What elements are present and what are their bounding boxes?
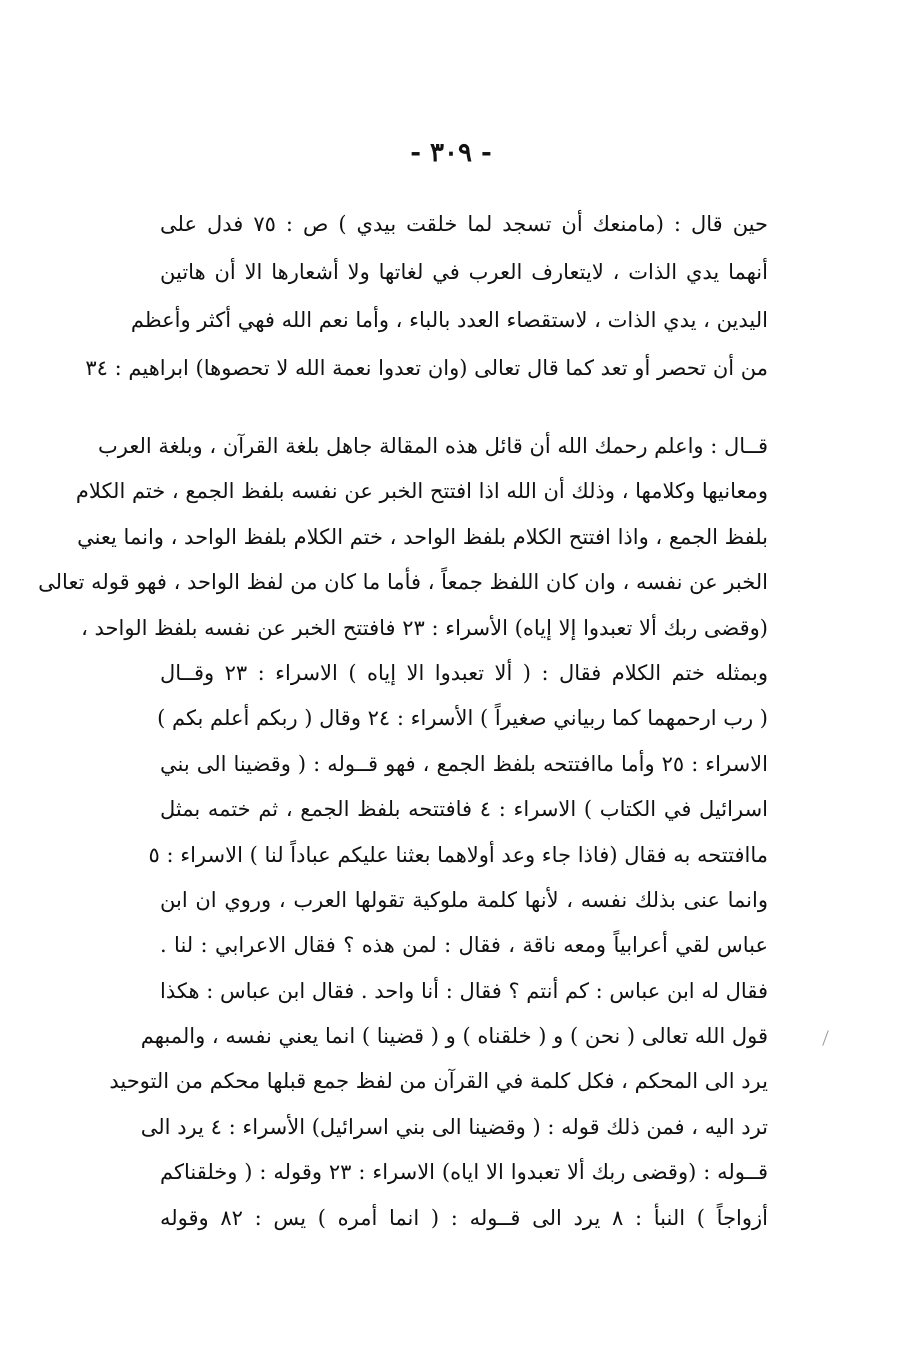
text-line: بلفظ الجمع ، واذا افتتح الكلام بلفظ الواحد ، ختم الكلام بلفظ الواحد ، وانما يعني: [77, 524, 768, 549]
text-line: ماافتتحه به فقال (فاذا جاء وعد أولاهما بعثنا عليكم عباداً لنا ) الاسراء : ٥: [148, 842, 768, 867]
text-line: عباس لقي أعرابياً ومعه ناقة ، فقال : لمن هذه ؟ فقال الاعرابي : لنا .: [160, 933, 768, 958]
text-line: قــال : واعلم رحمك الله أن قائل هذه المقالة جاهل بلغة القرآن ، وبلغة العرب: [97, 434, 768, 458]
text-line: أنهما يدي الذات ، لايتعارف العرب في لغاتها ولا أشعارها الا أن هاتين: [160, 260, 768, 284]
paragraph-1: [85, 200, 769, 392]
paragraph-2: [38, 424, 768, 1241]
margin-pencil-mark: [822, 1030, 828, 1045]
text-line: ومعانيها وكلامها ، وذلك أن الله اذا افتتح الخبر عن نفسه بلفظ الجمع ، ختم الكلام: [75, 479, 768, 504]
text-line: من أن تحصر أو تعد كما قال تعالى (وان تعدوا نعمة الله لا تحصوها) ابراهيم : ٣٤: [85, 356, 768, 380]
text-line: الاسراء : ٢٥ وأما ماافتتحه بلفظ الجمع ، فهو قــوله : ( وقضينا الى بني: [160, 751, 768, 776]
text-line: وانما عنى بذلك نفسه ، لأنها كلمة ملوكية تقولها العرب ، وروي ان ابن: [160, 887, 768, 912]
page-number: - ٣٠٩ -: [410, 138, 492, 168]
text-line: ترد اليه ، فمن ذلك قوله : ( وقضينا الى بني اسرائيل) الأسراء : ٤ يرد الى: [140, 1114, 768, 1139]
text-line: الخبر عن نفسه ، وان كان اللفظ جمعاً ، فأما ما كان من لفظ الواحد ، فهو قوله تعالى: [38, 570, 768, 595]
text-line: قــوله : (وقضى ربك ألا تعبدوا الا اياه) الاسراء : ٢٣ وقوله : ( وخلقناكم: [160, 1160, 768, 1185]
text-line: حين قال : (مامنعك أن تسجد لما خلقت بيدي ) ص : ٧٥ فدل على: [160, 212, 769, 236]
text-line: وبمثله ختم الكلام فقال : ( ألا تعبدوا الا إياه ) الاسراء : ٢٣ وقــال: [160, 660, 768, 685]
text-line: يرد الى المحكم ، فكل كلمة في القرآن من لفظ جمع قبلها محكم من التوحيد: [109, 1069, 768, 1094]
text-line: أزواجاً ) النبأ : ٨ يرد الى قــوله : ( انما أمره ) يس : ٨٢ وقوله: [160, 1205, 768, 1230]
text-line: قول الله تعالى ( نحن ) و ( خلقناه ) و ( قضينا ) انما يعني نفسه ، والمبهم: [140, 1024, 768, 1049]
text-line: اليدين ، يدي الذات ، لاستقصاء العدد بالباء ، وأما نعم الله فهي أكثر وأعظم: [130, 308, 768, 332]
text-line: (وقضى ربك ألا تعبدوا إلا إياه) الأسراء : ٢٣ فافتتح الخبر عن نفسه بلفظ الواحد ،: [81, 615, 768, 640]
text-line: ( رب ارحمهما كما ربياني صغيراً ) الأسراء : ٢٤ وقال ( ربكم أعلم بكم ): [157, 706, 768, 731]
text-line: فقال له ابن عباس : كم أنتم ؟ فقال : أنا واحد . فقال ابن عباس : هكذا: [160, 978, 768, 1003]
text-line: اسرائيل في الكتاب ) الاسراء : ٤ فافتتحه بلفظ الجمع ، ثم ختمه بمثل: [160, 797, 768, 822]
